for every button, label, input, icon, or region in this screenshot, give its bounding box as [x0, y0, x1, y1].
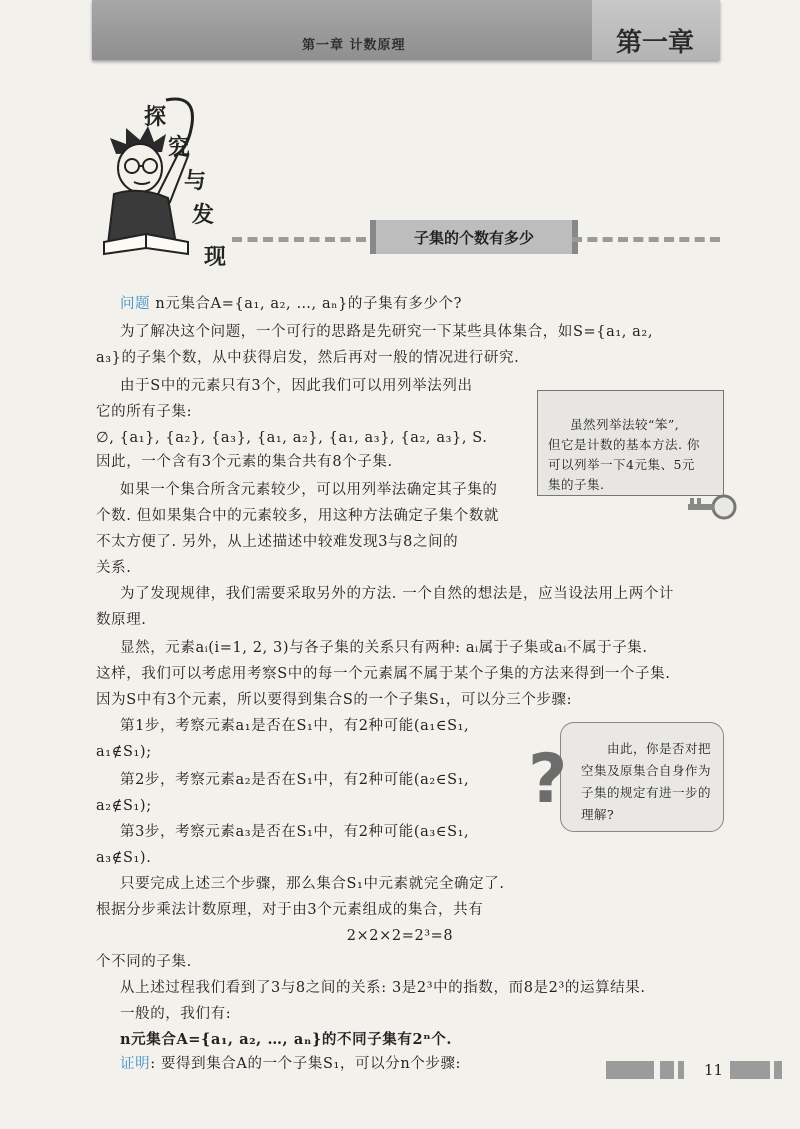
body-line: 为了发现规律，我们需要采取另外的方法. 一个自然的想法是，应当设法用上两个计 [120, 586, 675, 602]
step-1-line: 第1步，考察元素a₁是否在S₁中，有2种可能(a₁∈S₁, [120, 718, 470, 734]
problem-text: n元集合A={a₁, a₂, …, aₙ}的子集有多少个? [155, 296, 462, 312]
note-line: 子集的规定有进一步的 [581, 785, 712, 800]
illustration-char-5: 现 [204, 245, 227, 270]
body-line: 如果一个集合所含元素较少，可以用列举法确定其子集的 [120, 482, 498, 498]
note-line: 由此，你是否对把 [607, 741, 712, 756]
enumeration-side-note [537, 390, 724, 496]
section-divider-right [572, 237, 720, 242]
body-line: 由于S中的元素只有3个，因此我们可以用列举法列出 [120, 378, 473, 394]
body-line: 个数. 但如果集合中的元素较多，用这种方法确定子集个数就 [96, 508, 500, 524]
note-line: 可以列举一下4元集、5元 [548, 457, 695, 472]
body-line: 它的所有子集: [96, 404, 193, 420]
subsets-list: ∅, {a₁}, {a₂}, {a₃}, {a₁, a₂}, {a₁, a₃}, {a₂, a₃}, S. [96, 430, 488, 446]
footer-decoration-left [606, 1061, 696, 1079]
problem-label: 问题 [120, 296, 151, 312]
body-line: a₃}的子集个数，从中获得启发，然后再对一般的情况进行研究. [96, 350, 520, 366]
chapter-header-bar [92, 0, 720, 60]
step-3-continued: a₃∉S₁). [96, 850, 152, 866]
body-line: 为了解决这个问题，一个可行的思路是先研究一下某些具体集合，如S={a₁, a₂, [120, 324, 654, 340]
step-1-continued: a₁∉S₁); [96, 744, 152, 760]
explore-discover-illustration [96, 94, 236, 270]
footer-decoration-right [730, 1061, 790, 1079]
illustration-char-2: 究 [168, 135, 191, 160]
theorem-statement: n元集合A={a₁, a₂, …, aₙ}的不同子集有2ⁿ个. [120, 1031, 453, 1048]
note-line: 集的子集. [548, 477, 605, 492]
proof-label: 证明 [120, 1056, 151, 1072]
section-title: 子集的个数有多少 [370, 220, 578, 254]
body-line: 显然，元素aᵢ(i=1, 2, 3)与各子集的关系只有两种: aᵢ属于子集或aᵢ不属于子集. [120, 640, 648, 656]
body-line: 个不同的子集. [96, 954, 192, 970]
proof-text: 要得到集合A的一个子集S₁，可以分n个步骤: [160, 1056, 462, 1072]
body-line: 一般的，我们有: [120, 1006, 232, 1022]
step-3-line: 第3步，考察元素a₃是否在S₁中，有2种可能(a₃∈S₁, [120, 824, 470, 840]
body-line: 关系. [96, 560, 132, 576]
section-divider-left [232, 237, 366, 242]
note-line: 但它是计数的基本方法. 你 [548, 437, 700, 452]
body-line: 不太方便了. 另外，从上述描述中较难发现3与8之间的 [96, 534, 459, 550]
body-line: 因为S中有3个元素，所以要得到集合S的一个子集S₁，可以分三个步骤: [96, 692, 573, 708]
body-line: 根据分步乘法计数原理，对于由3个元素组成的集合，共有 [96, 902, 484, 918]
illustration-char-3: 与 [184, 169, 207, 194]
body-line: 只要完成上述三个步骤，那么集合S₁中元素就完全确定了. [120, 876, 505, 892]
body-line: 因此，一个含有3个元素的集合共有8个子集. [96, 454, 393, 470]
header-chapter-title: 第一章 计数原理 [302, 38, 406, 53]
body-line: 数原理. [96, 612, 147, 628]
note-line: 虽然列举法较“笨”, [570, 417, 680, 432]
illustration-char-4: 发 [192, 203, 215, 228]
note-line: 理解? [581, 807, 615, 822]
header-chapter-tab [592, 0, 720, 60]
illustration-char-1: 探 [144, 105, 167, 130]
step-2-line: 第2步，考察元素a₂是否在S₁中，有2种可能(a₂∈S₁, [120, 772, 470, 788]
formula-two-cubed: 2×2×2=2³=8 [346, 928, 454, 944]
body-line: 从上述过程我们看到了3与8之间的关系: 3是2³中的指数，而8是2³的运算结果. [120, 980, 646, 996]
question-mark-icon: ? [528, 740, 568, 819]
proof-line: 证明: 要得到集合A的一个子集S₁，可以分n个步骤: [120, 1056, 462, 1072]
body-line: 这样，我们可以考虑用考察S中的每一个元素属不属于某个子集的方法来得到一个子集. [96, 666, 671, 682]
problem-statement [120, 294, 462, 314]
step-2-continued: a₂∉S₁); [96, 798, 152, 814]
page-number: 11 [704, 1061, 724, 1079]
header-chapter-label: 第一章 [615, 28, 694, 58]
note-line: 空集及原集合自身作为 [581, 763, 712, 778]
key-icon [684, 492, 738, 522]
